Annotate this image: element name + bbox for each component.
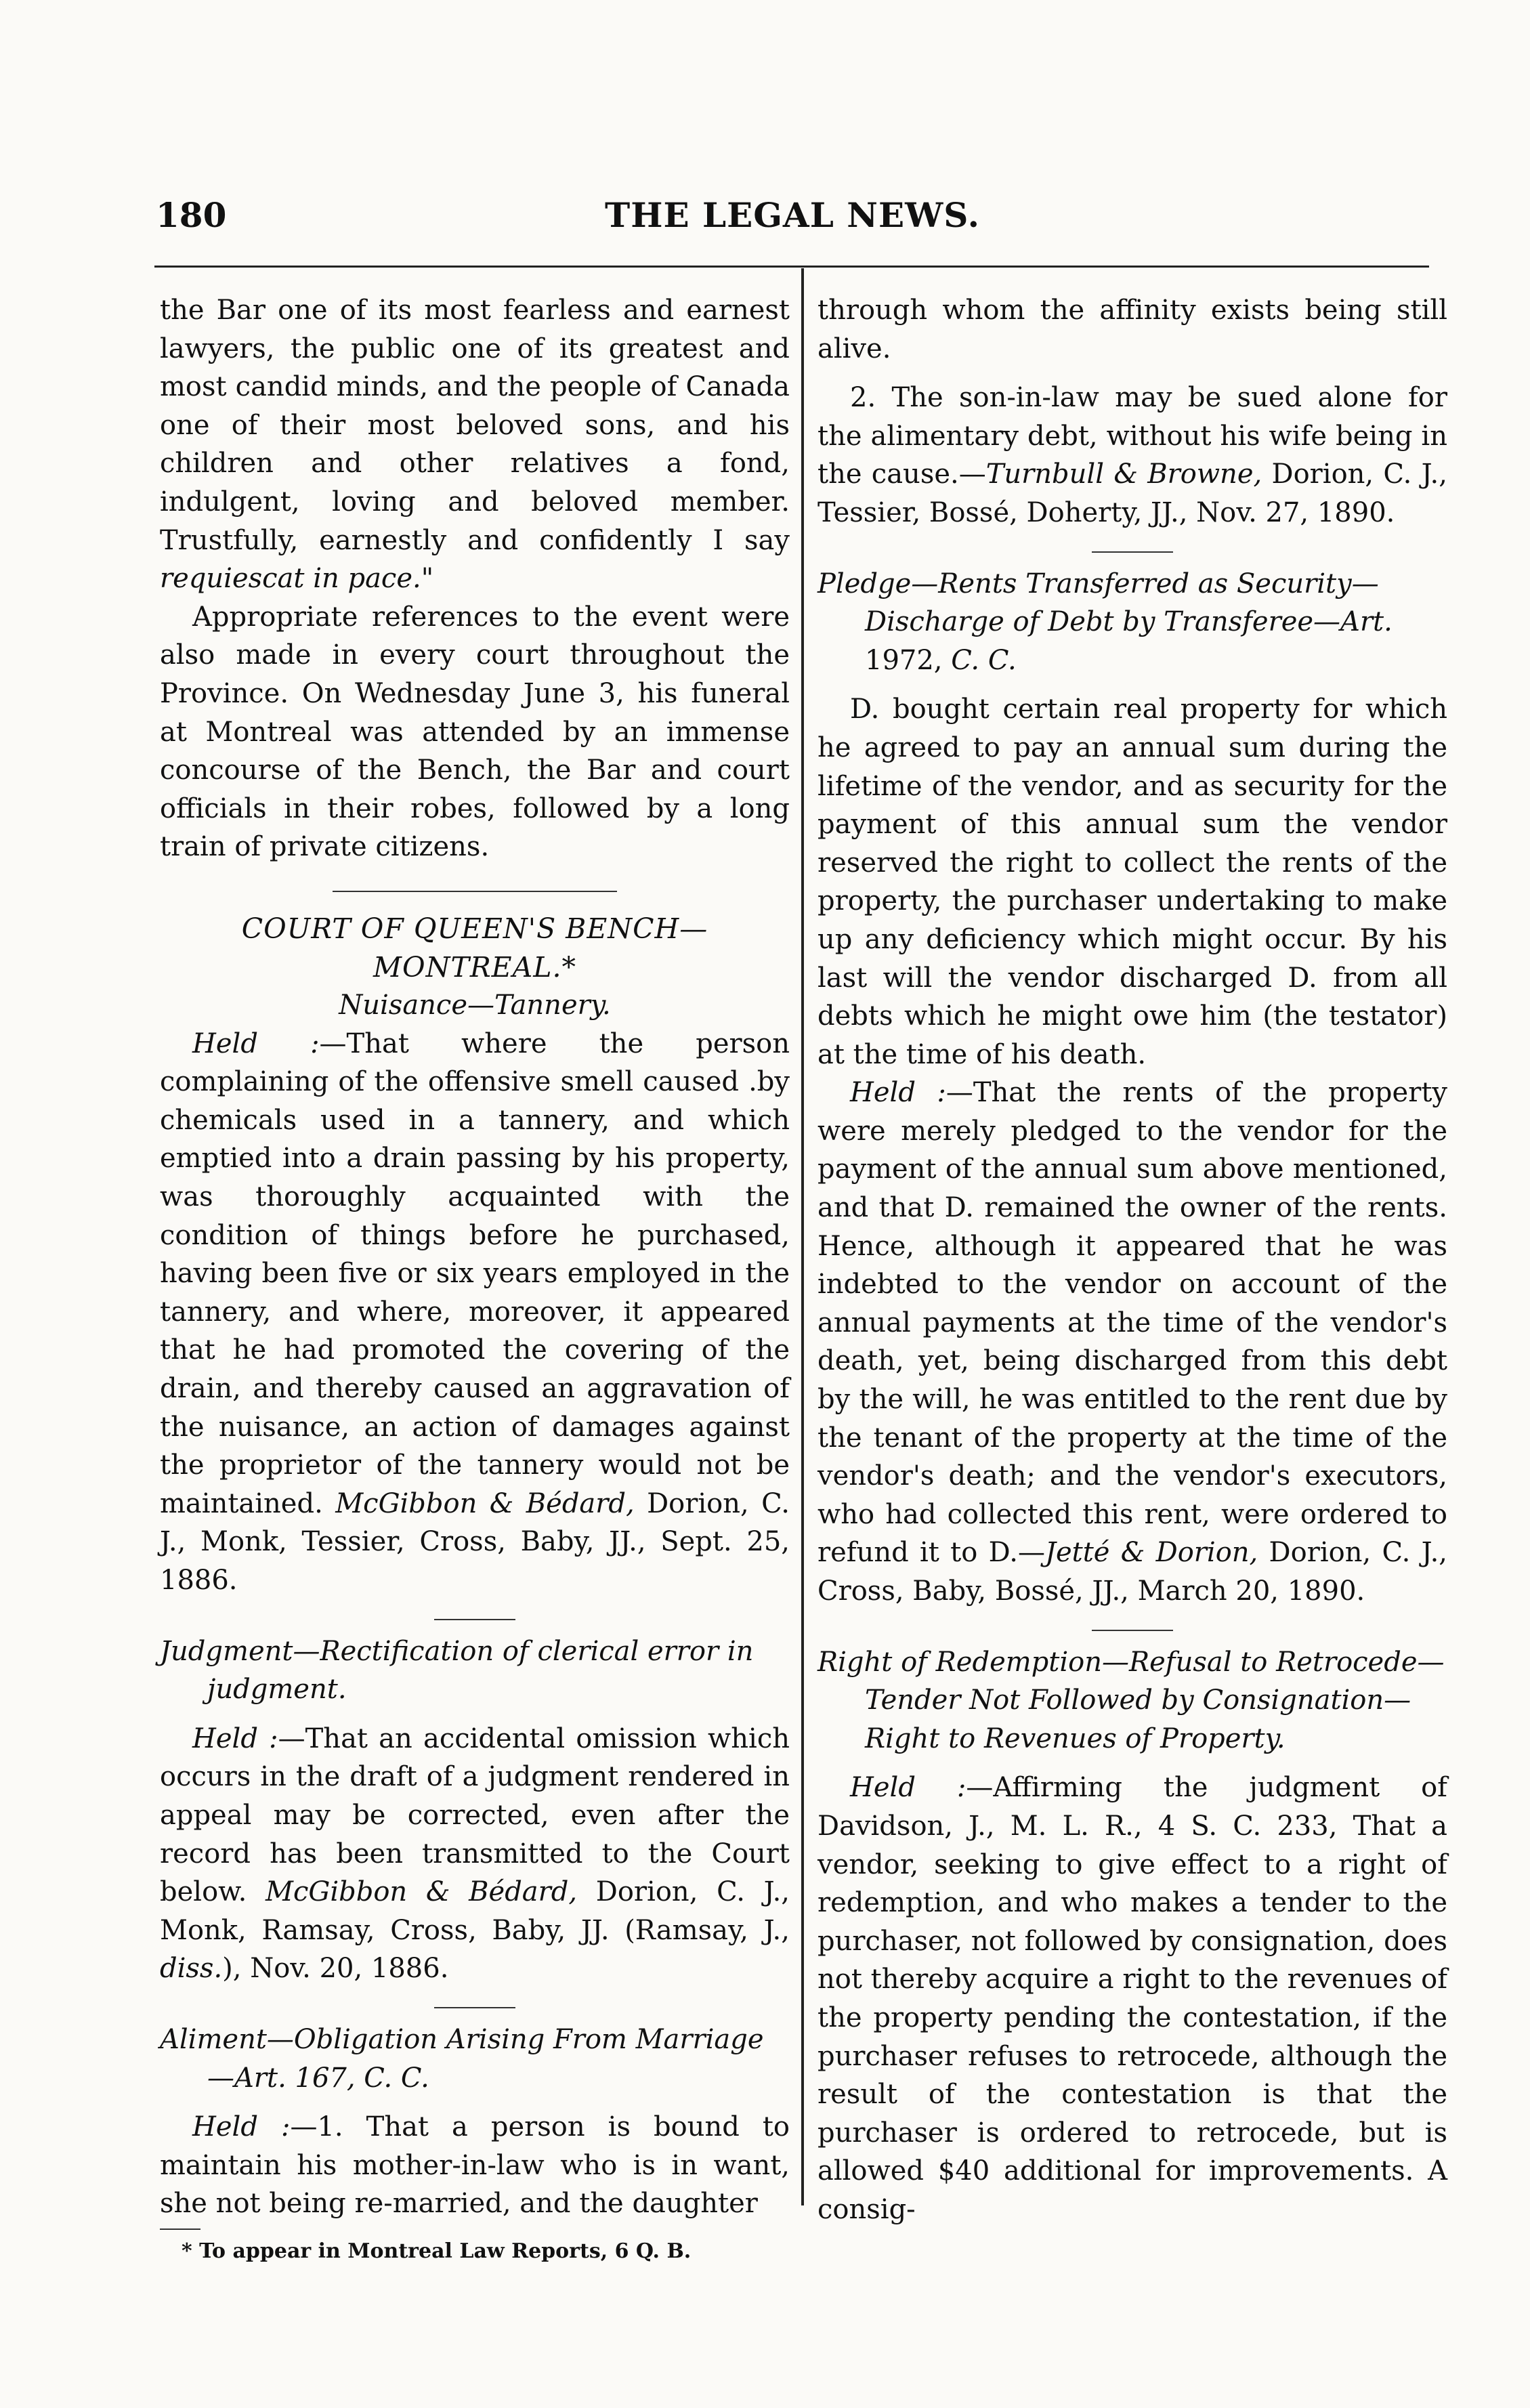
separator <box>1092 551 1173 553</box>
page-header <box>156 195 1429 242</box>
case-text: Held :—1. That a person is bound to maintain his mother-in-law who is in want, she not being re-married, and the daughter <box>160 2111 790 2220</box>
case-title: Aliment—Obligation Arising From Marriage—Art. 167, C. C. <box>160 2023 764 2094</box>
running-title: THE LEGAL NEWS. <box>605 195 980 235</box>
separator <box>333 891 617 892</box>
header-rule <box>154 266 1429 268</box>
separator <box>434 1619 515 1620</box>
case-text: Held :—That an accidental omission which occurs in the draft of a judgment rendered in appeal may be corrected, even after the record has been transmitted to the Court below. McGibbon & Bédard, Dorion, C. J., Monk, Ramsay, Cross, Baby, JJ. (Ramsay, J., diss.), Nov. 20, 1886. <box>160 1723 790 1985</box>
case-title: Judgment—Rectification of clerical error in judgment. <box>160 1635 754 1706</box>
case-text: Held :—That the rents of the property were merely pledged to the vendor for the payment of the annual sum above mentioned, and that D. remained the owner of the rents. Hence, although it appeared that he was indebted to the vendor on account of the annual payments at the time of the vendor's death, yet, being discharged from this debt by the will, he was entitled to the rent due by the tenant of the property at the time of the vendor's death; and the vendor's executors, who had collected this rent, were ordered to refund it to D.—Jetté & Dorion, Dorion, C. J., Cross, Baby, Bossé, JJ., March 20, 1890. <box>817 1077 1447 1607</box>
footnote: * To appear in Montreal Law Reports, 6 Q. B. <box>182 2239 692 2263</box>
separator <box>1092 1630 1173 1631</box>
right-column <box>817 291 1447 2229</box>
page-number: 180 <box>156 195 227 235</box>
case-text: Held :—Affirming the judgment of Davidson, J., M. L. R., 4 S. C. 233, That a vendor, seeking to give effect to a right of redemption, and who makes a tender to the purchaser, not followed by consignation, does not thereby acquire a right to the revenues of the property pending the contestation, if the purchaser refuses to retrocede, although the result of the contestation is that the purchaser is ordered to retrocede, but is allowed $40 additional for improvements. A consig- <box>817 1772 1447 2225</box>
paragraph: 2. The son-in-law may be sued alone for the alimentary debt, without his wife being in the cause.—Turnbull & Browne, Dorion, C. J., Tessier, Bossé, Doherty, JJ., Nov. 27, 1890. <box>817 382 1447 528</box>
paragraph: through whom the affinity exists being still alive. <box>817 295 1447 364</box>
paragraph: the Bar one of its most fearless and earnest lawyers, the public one of its greatest and most candid minds, and the people of Canada one of their most beloved sons, and his children and other relatives a fond, indulgent, loving and beloved member. Trustfully, earnestly and confidently I say requiescat in pace." <box>160 295 790 595</box>
separator <box>434 2007 515 2008</box>
case-text: Held :—That where the person complaining of the offensive smell caused .by chemicals used in a tannery, and which emptied into a drain passing by his property, was thoroughly acquainted with the condition of things before he purchased, having been five or six years employed in the tannery, and where, moreover, it appeared that he had promoted the covering of the drain, and thereby caused an aggravation of the nuisance, an action of damages against the proprietor of the tannery would not be maintained. McGibbon & Bédard, Dorion, C. J., Monk, Tessier, Cross, Baby, JJ., Sept. 25, 1886. <box>160 1028 790 1596</box>
case-title: Right of Redemption—Refusal to Retrocede—Tender Not Followed by Consignation—Right to Revenues of Property. <box>817 1646 1445 1754</box>
court-title: COURT OF QUEEN'S BENCH—MONTREAL.* <box>241 912 708 984</box>
left-column <box>160 291 790 2223</box>
case-title: Nuisance—Tannery. <box>339 990 611 1021</box>
footnote-rule <box>160 2229 200 2230</box>
case-title: Pledge—Rents Transferred as Security—Discharge of Debt by Transferee—Art. 1972, C. C. <box>817 568 1393 676</box>
paragraph: Appropriate references to the event were also made in every court throughout the Province. On Wednesday June 3, his funeral at Montreal was attended by an immense concourse of the Bench, the Bar and court officials in their robes, followed by a long train of private citizens. <box>160 601 790 863</box>
case-text: D. bought certain real property for which he agreed to pay an annual sum during the lifetime of the vendor, and as security for the payment of this annual sum the vendor reserved the right to collect the rents of the property, the purchaser undertaking to make up any deficiency which might occur. By his last will the vendor discharged D. from all debts which he might owe him (the testator) at the time of his death. <box>817 694 1447 1070</box>
column-divider <box>801 268 804 2205</box>
